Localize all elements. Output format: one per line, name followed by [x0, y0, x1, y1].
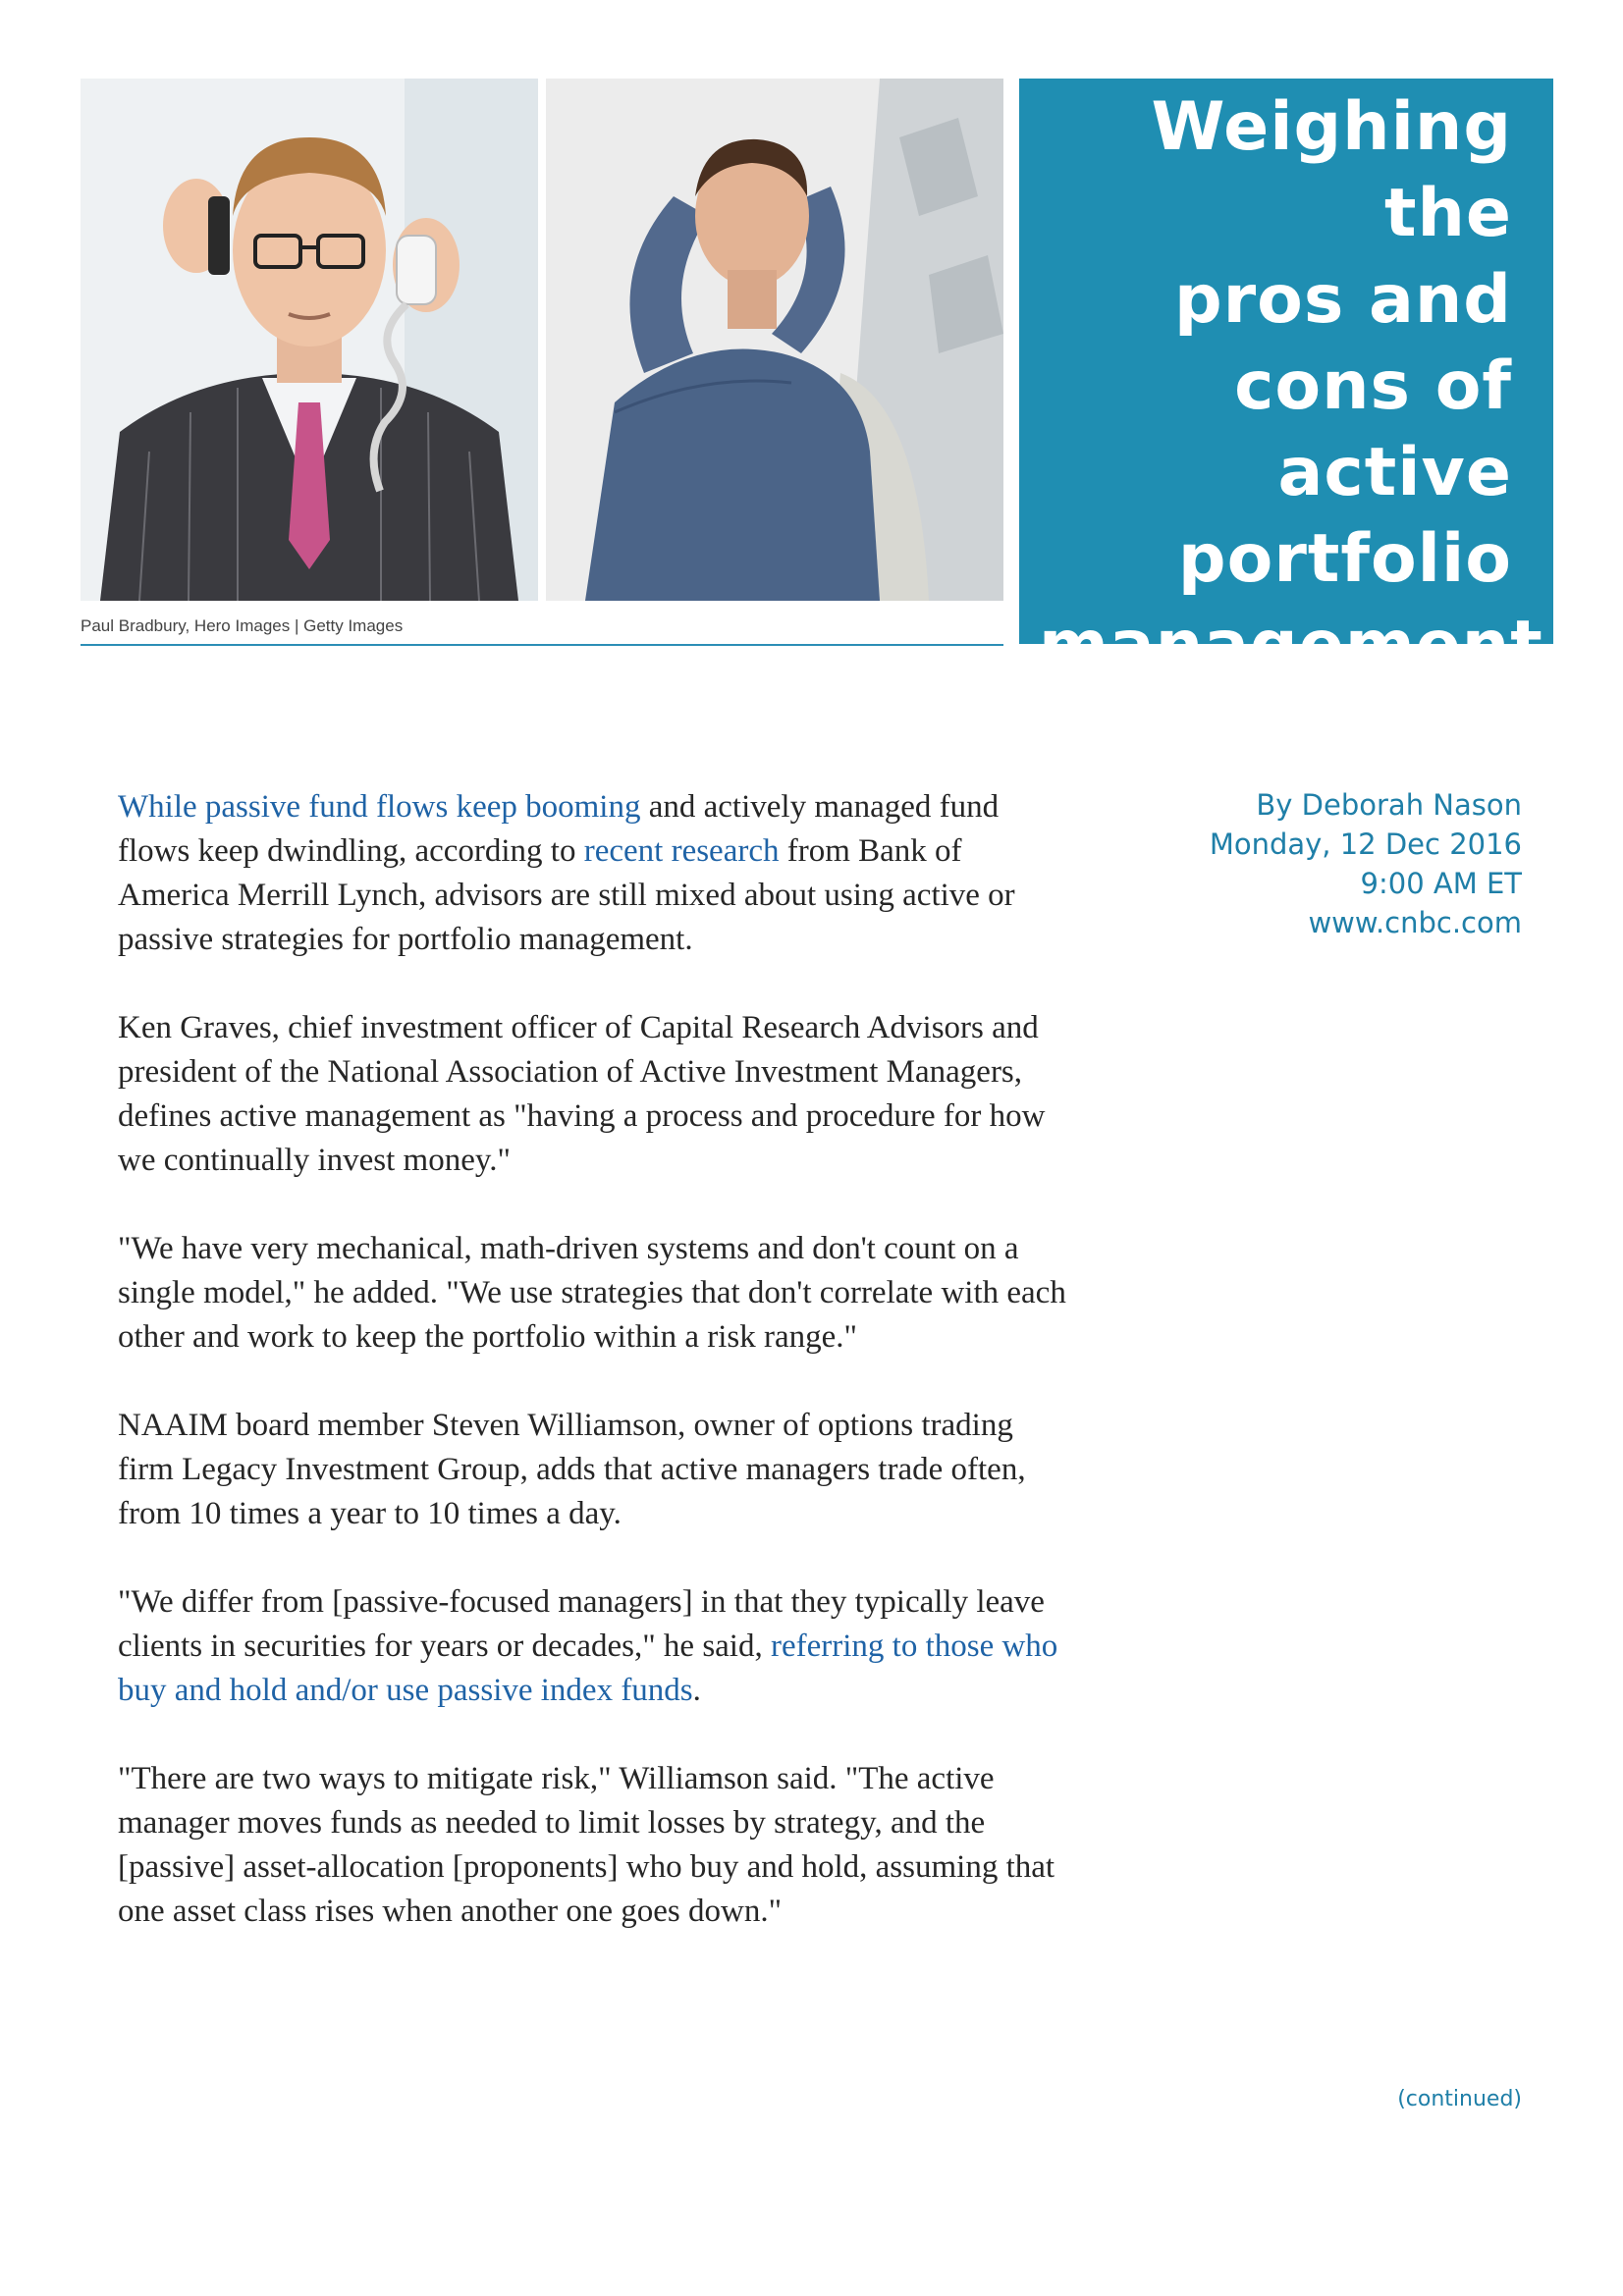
article-title [1039, 84, 1543, 689]
paragraph-1 [118, 785, 1070, 962]
buy-and-hold-link[interactable]: referring to those who buy and hold and/or use passive index funds [118, 1629, 1058, 1708]
relaxed-manager-illustration [546, 79, 1003, 601]
title-line: active [1277, 434, 1512, 511]
byline-date: Monday, 12 Dec 2016 [1209, 828, 1522, 861]
paragraph-6: "There are two ways to mitigate risk," Williamson said. "The active manager moves funds as needed to limit losses by strategy, and the [passive] asset-allocation [proponents] who buy and hold, assuming that one asset class rises when another one goes down." [118, 1761, 1055, 1929]
paragraph-text: "We differ from [passive-focused managers] in that they typically leave clients in securities for years or decades," he said, [118, 1584, 1045, 1664]
byline-time: 9:00 AM ET [1360, 867, 1522, 900]
paragraph-text: and actively managed fund flows keep dwindling, according to [118, 789, 1000, 869]
busy-manager-illustration [81, 79, 538, 601]
article-body [118, 785, 1070, 1978]
title-line: portfolio [1177, 520, 1512, 598]
title-line: pros and [1173, 261, 1512, 339]
passive-flows-link[interactable]: While passive fund flows keep booming [118, 789, 641, 825]
paragraph-text: . [692, 1673, 701, 1708]
busy-manager-photo [81, 79, 538, 601]
paragraph-4: NAAIM board member Steven Williamson, owner of options trading firm Legacy Investment Group, adds that active managers trade often, from 10 times a year to 10 times a day. [118, 1408, 1026, 1531]
photo-credit: Paul Bradbury, Hero Images | Getty Images [81, 616, 1003, 646]
title-line: cons of [1234, 347, 1512, 425]
title-line: Weighing the [1151, 88, 1512, 252]
paragraph-text: from Bank of America Merrill Lynch, advisors are still mixed about using active or passive strategies for portfolio management. [118, 833, 1015, 957]
paragraph-5 [118, 1580, 1070, 1713]
byline-site: www.cnbc.com [1308, 906, 1522, 939]
title-line: management [1039, 607, 1543, 684]
hero-section [81, 79, 1553, 684]
paragraph-2: Ken Graves, chief investment officer of Capital Research Advisors and president of the National Association of Active Investment Managers, defines active management as "having a process and procedure for how we continually invest money." [118, 1010, 1046, 1178]
recent-research-link[interactable]: recent research [583, 833, 780, 869]
paragraph-3: "We have very mechanical, math-driven systems and don't count on a single model," he added. "We use strategies that don't correlate with each other and work to keep the portfolio within a risk range." [118, 1231, 1066, 1355]
continued-label: (continued) [1397, 2087, 1522, 2111]
title-banner [1019, 79, 1553, 684]
byline-author: By Deborah Nason [1256, 788, 1522, 822]
relaxed-manager-photo [546, 79, 1003, 601]
byline [1210, 785, 1522, 942]
